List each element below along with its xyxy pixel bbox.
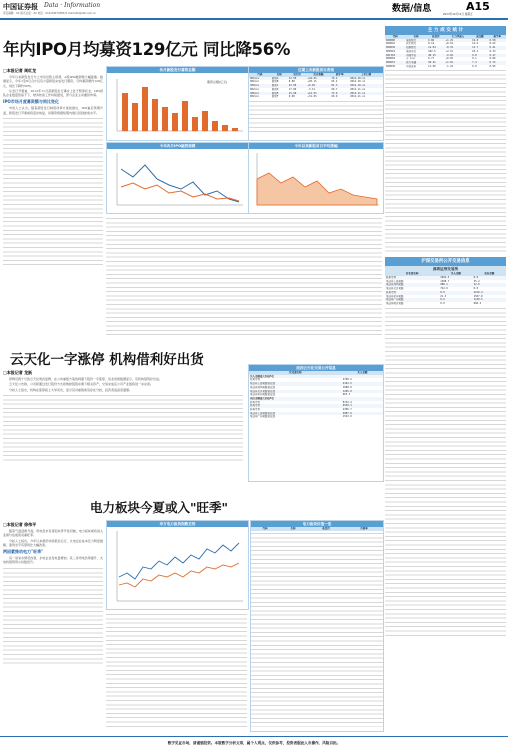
paragraph: 其一是来水情况改善，水电企业发电量增加；其二是用电负荷提升，火电机组利用小时数回升。 — [3, 556, 103, 565]
bar — [212, 121, 218, 131]
masthead — [0, 0, 508, 20]
column-header: 名称 — [405, 35, 427, 39]
bar — [172, 113, 178, 131]
table-row: 601318 中国平安 40.15 -0.8% 9.8 0.47 — [385, 54, 506, 58]
column-header: 卖出金额 — [473, 272, 506, 276]
column-header: 买入金额 — [342, 371, 383, 375]
column-header: 上市日期 — [349, 73, 383, 77]
page-number: A15 — [466, 0, 490, 13]
table-row: 600000 浦发银行 9.86 +1.2% 19.8 0.58 — [385, 39, 506, 43]
table-row: 机构专用 3760.2 — [250, 378, 352, 382]
table-new-listings — [248, 66, 384, 141]
table-row: 300xxx 新股C 22.00 +9.8% 81.3 2012-10-xx — [249, 84, 383, 88]
paragraph: 分析人士指出，机构在涨停板上大举卖出，显示其对重组前景存在分歧，投资者追高需谨慎。 — [9, 387, 133, 392]
exchange-table-body — [385, 306, 506, 636]
series-line — [121, 183, 239, 201]
paragraph: 市场人士认为，随着新股发行制度改革方案的推出，IPO重启预期升温，新股发行节奏或将逐步恢复，但募资规模短期内难以回到此前水平。 — [3, 106, 103, 115]
paragraph: 随着气温逐渐升高，用电需求有望迎来季节性回暖，电力板块或将进入业绩与估值的双重旺季。 — [3, 529, 103, 538]
table-title: 电力板块估值一览 — [251, 521, 383, 527]
bar — [192, 117, 198, 131]
chart-title: 申万电力板块指数走势 — [107, 521, 248, 527]
sub-heading: IPO市场月度募资额与同比变化 — [3, 99, 59, 105]
legend: 募资总额(亿元) — [207, 80, 228, 84]
column-header: 名称 — [271, 73, 288, 77]
column-header: 营业部名称 — [385, 272, 439, 276]
column-header: 主力净流入 — [445, 35, 472, 39]
masthead-contact: 责任编辑：XX 版式总监：XX 电话：010-63070384 E-mail:zzb@zzb.com.cn — [3, 12, 96, 15]
article-power-continued — [106, 612, 247, 730]
column-header: 成交额 — [471, 35, 488, 39]
column-header: 收盘价 — [307, 527, 345, 531]
bar — [232, 128, 238, 131]
table-row: 机构专用 1652.3 0.0 — [385, 276, 506, 280]
column-header: 代码 — [385, 35, 405, 39]
body-text-lines — [3, 393, 243, 463]
masthead-subtitle: Data · Information — [44, 2, 101, 9]
table-row: 002xxx 新股D 17.00 -3.1% 60.7 2012-11-xx — [250, 87, 366, 91]
article-power-sector — [3, 520, 103, 730]
data-table — [249, 371, 383, 419]
byline: □本报记者 徐伟平 — [3, 522, 37, 527]
article-yuntianhua — [3, 368, 243, 480]
bar — [122, 93, 128, 131]
series-area — [257, 173, 377, 205]
table-row: 某证券上海某路营业部 2087.6 — [249, 412, 383, 416]
table-row: 600519 贵州茅台 182.5 +2.1% 10.2 0.33 — [386, 49, 496, 53]
table-row: 某证券深圳某路 988.1 12.6 — [385, 283, 506, 287]
table-row: 某证券北京某路营业部 1205.0 — [249, 390, 383, 394]
chart-ipo-volume — [106, 142, 249, 214]
table-row: 002xxx 新股B 8.80 +20.1% 65.4 2012-10-xx — [250, 80, 366, 84]
bar — [162, 107, 168, 131]
column-header: 市盈率 — [345, 527, 383, 531]
column-header: 代码 — [251, 527, 279, 531]
table-body-lines — [251, 531, 383, 727]
column-header: 换手率 — [330, 73, 349, 77]
chart-svg — [107, 149, 248, 211]
stats-table — [385, 35, 506, 68]
paragraph: 云天化公告称，公司拟通过发行股份方式收购控股股东旗下相关资产，交易完成后公司产业链将进一步完善。 — [9, 382, 154, 387]
headline-power-sector: 电力板块今夏或入"旺季" — [90, 500, 229, 515]
table-row: 某证券上海某路 1208.7 35.2 — [386, 279, 480, 283]
column-header: 发行价 — [288, 73, 307, 77]
table-power-valuation — [250, 520, 384, 732]
table-row: 某证券上海某路营业部 2101.5 — [249, 382, 383, 386]
table-filler — [249, 99, 383, 135]
bar — [142, 87, 148, 131]
table-row: 000651 格力电器 30.21 +1.6% 7.4 0.72 — [385, 61, 506, 65]
table-row: 002xxx 新股A 12.50 +44.0% 76.2 2012-10-xx — [249, 77, 383, 81]
chart-power-index — [106, 520, 249, 610]
bar — [222, 125, 228, 131]
exchange-title: 沪深交易所公开交易信息 — [385, 257, 506, 266]
section-title: 数据/信息 — [392, 4, 432, 14]
table-row: 某证券北京某路 742.9 0.0 — [386, 287, 479, 291]
exchange-subtitle: 深圳证券交易所 — [385, 266, 506, 272]
byline: □本报记者 龙跃 — [3, 370, 33, 375]
headline-yuntianhua: 云天化一字涨停 机构借利好出货 — [10, 352, 204, 368]
body-text-lines — [3, 566, 103, 666]
series-line — [119, 563, 239, 587]
series-line — [121, 165, 239, 202]
chart-title: 今年各月IPO融资规模 — [107, 143, 248, 149]
table-row: 机构专用 4306.7 — [250, 408, 352, 412]
article-ipo — [3, 66, 103, 338]
series-line — [119, 543, 239, 579]
table-row: 600036 招商银行 12.04 -0.3% 11.7 0.41 — [385, 46, 506, 50]
footer-disclaimer: 数字见证市场，请谨慎投资。本版数字分析文章，属个人观点，仅供参考，投资者据此入市操作，风险自担。 — [0, 736, 508, 751]
chart-title: 各月新股发行募资总额 — [107, 67, 248, 73]
body-text-lines — [3, 116, 103, 266]
table-row: 机构专用 0.0 2210.4 — [385, 291, 506, 295]
table-row: 某证券广州某路营业部 1523.9 — [250, 415, 352, 419]
paragraph: 从发行节奏看，2012年11月起新股发行事实上处于暂停状态，IPO排队企业数量居高不下，财务核查工作持续推进，部分企业主动撤回申请。 — [3, 88, 103, 98]
table-row: 600016 民生银行 8.12 +0.5% 14.6 0.62 — [386, 42, 496, 46]
table-title: 周四云天化交易公开信息 — [249, 365, 383, 371]
table-row: 某证券南京某路 0.0 906.2 — [386, 301, 482, 305]
chart-first-day-return — [248, 142, 384, 214]
table-row: 机构专用 8722.4 — [250, 400, 352, 404]
column-header: 买入金额 — [439, 272, 472, 276]
page-date: 2013年10月11日 星期五 — [443, 13, 473, 16]
paragraph: 分析人士指出，今年以来煤价持续低位运行，火电企业成本压力明显缓解，盈利水平有望同比大幅改善。 — [3, 538, 103, 547]
table-row: 002xxx 新股F 9.90 +31.0% 69.9 2012-11-xx — [250, 95, 366, 99]
chart-svg — [249, 149, 383, 211]
bar — [152, 99, 158, 131]
column-header: 营业部名称 — [249, 371, 342, 375]
stats-table-body — [385, 68, 506, 254]
column-header: 收盘价 — [427, 35, 444, 39]
paper-name: 中国证券报 — [3, 2, 38, 11]
main-headline: 年内IPO月均募资129亿元 同比降56% — [3, 40, 291, 59]
paragraph: 停牌近两个月的云天化周四复牌，在公布重组方案的刺激下股价一字涨停，但龙虎榜数据显示，有机构借利好出货。 — [9, 377, 163, 381]
table-row: 某证券杭州某路 21.3 1567.8 — [386, 294, 483, 298]
column-header: 名称 — [279, 527, 307, 531]
data-table — [249, 73, 383, 99]
table-yuntianhua-trades — [248, 364, 384, 482]
table-row: 机构专用 6550.1 — [249, 404, 383, 408]
article-ipo-continued — [106, 216, 382, 338]
column-header: 代码 — [249, 73, 271, 77]
chart-title: 今年以来新股首日平均涨幅 — [249, 143, 383, 149]
column-header: 换手率 — [489, 35, 506, 39]
byline: □本报记者 周红龙 — [3, 68, 37, 73]
bar — [132, 103, 138, 131]
stats-title: 主 力 成 交 统 计 — [385, 26, 506, 35]
table-row: 某证券广州某路 8.6 1120.5 — [385, 298, 506, 302]
right-column — [385, 26, 506, 732]
bar — [182, 101, 188, 131]
paragraph: 今年以来新股发行与上市双双陷入停滞，A股IPO融资额大幅萎缩。数据显示，今年1至9月合计仅有少量新股完成发行募资，月均募资额约129亿元，同比下降约56%。 — [3, 75, 103, 88]
table-row: 300xxx 新股E 15.60 +12.5% 72.0 2012-11-xx — [249, 92, 383, 96]
table-row: 某证券杭州某路营业部 963.3 — [250, 393, 351, 397]
table-row: 000002 万 科Ａ 8.77 +0.9% 9.1 0.86 — [386, 57, 496, 61]
chart-svg — [107, 73, 248, 139]
sub-heading: 两因素推动电力"旺季" — [3, 549, 44, 555]
column-header: 首日涨幅 — [307, 73, 331, 77]
exchange-table — [385, 272, 506, 305]
chart-svg — [107, 527, 248, 607]
table-title: 近期上市新股首日表现 — [249, 67, 383, 73]
table-row: 某证券深圳某路营业部 1688.9 — [250, 385, 352, 389]
table-row: 600030 中信证券 11.90 -1.2% 6.9 0.95 — [386, 64, 496, 68]
bar — [202, 111, 208, 131]
group-label: 卖出金额最大的前5名 — [249, 397, 383, 401]
chart-ipo-monthly — [106, 66, 249, 141]
group-label: 买入金额最大的前5名 — [249, 375, 383, 379]
